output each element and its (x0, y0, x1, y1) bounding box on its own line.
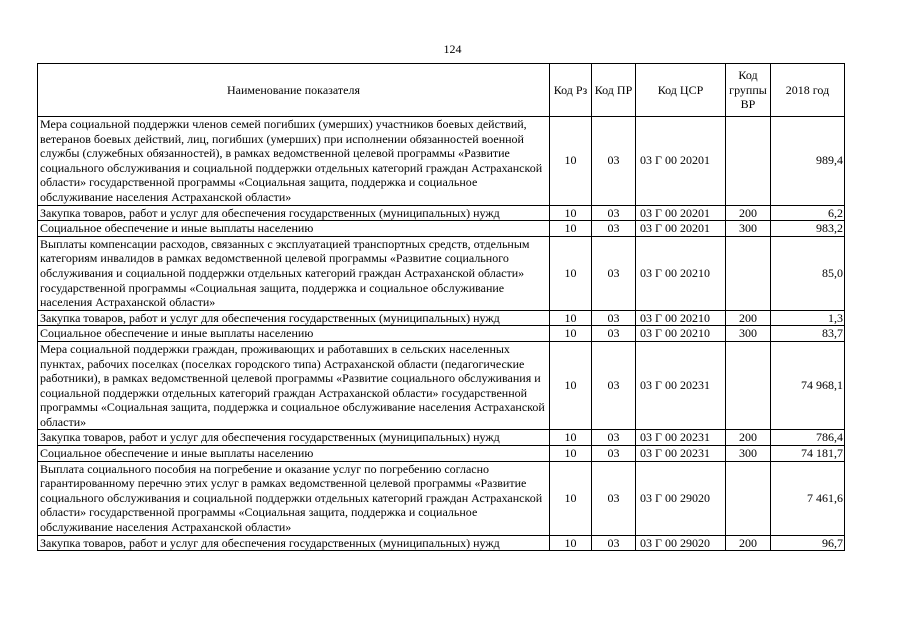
row-amount: 6,2 (771, 205, 845, 221)
row-vr (726, 117, 771, 206)
table-row (38, 117, 845, 206)
table-row (38, 326, 845, 342)
table-header-row (38, 64, 845, 117)
header-rz: Код Рз (550, 64, 592, 117)
row-pr: 03 (592, 310, 636, 326)
row-csr: 03 Г 00 20201 (636, 221, 726, 237)
row-pr: 03 (592, 341, 636, 430)
row-name: Закупка товаров, работ и услуг для обеспечения государственных (муниципальных) нужд (38, 430, 550, 446)
row-vr: 300 (726, 221, 771, 237)
row-pr: 03 (592, 461, 636, 535)
row-name: Выплата социального пособия на погребение и оказание услуг по погребению согласно гарантированному перечню этих услуг в рамках ведомственной целевой программы «Развитие социального обслуживания и социальной поддержки отдельных категорий граждан Астраханской области» государственной программы «Социальная защита, поддержка и социальное обслуживание населения Астраханской области» (38, 461, 550, 535)
row-amount: 989,4 (771, 117, 845, 206)
row-name: Мера социальной поддержки членов семей погибших (умерших) участников боевых действий, ветеранов боевых действий, лиц, погибших (умерших) при исполнении обязанностей военной службы (служебных обязанностей), в рамках ведомственной целевой программы «Развитие социального обслуживания и социальной поддержки отдельных категорий граждан Астраханской области» государственной программы «Социальная защита, поддержка и социальное обслуживание населения Астраханской области» (38, 117, 550, 206)
row-amount: 96,7 (771, 535, 845, 551)
header-pr: Код ПР (592, 64, 636, 117)
row-amount: 983,2 (771, 221, 845, 237)
row-csr: 03 Г 00 29020 (636, 535, 726, 551)
row-csr: 03 Г 00 20231 (636, 446, 726, 462)
table-row (38, 430, 845, 446)
row-rz: 10 (550, 310, 592, 326)
row-pr: 03 (592, 205, 636, 221)
row-pr: 03 (592, 221, 636, 237)
row-name: Социальное обеспечение и иные выплаты населению (38, 326, 550, 342)
row-amount: 1,3 (771, 310, 845, 326)
row-name: Закупка товаров, работ и услуг для обеспечения государственных (муниципальных) нужд (38, 535, 550, 551)
row-rz: 10 (550, 221, 592, 237)
row-amount: 786,4 (771, 430, 845, 446)
row-vr: 300 (726, 446, 771, 462)
row-name: Закупка товаров, работ и услуг для обеспечения государственных (муниципальных) нужд (38, 310, 550, 326)
header-csr: Код ЦСР (636, 64, 726, 117)
row-rz: 10 (550, 205, 592, 221)
row-rz: 10 (550, 461, 592, 535)
row-vr (726, 341, 771, 430)
table-row (38, 535, 845, 551)
header-name: Наименование показателя (38, 64, 550, 117)
row-pr: 03 (592, 535, 636, 551)
row-pr: 03 (592, 117, 636, 206)
row-pr: 03 (592, 430, 636, 446)
table-row (38, 205, 845, 221)
page-number: 124 (443, 42, 462, 56)
row-csr: 03 Г 00 20231 (636, 430, 726, 446)
table-row (38, 446, 845, 462)
row-csr: 03 Г 00 20231 (636, 341, 726, 430)
table-row (38, 341, 845, 430)
table-row (38, 236, 845, 310)
row-rz: 10 (550, 430, 592, 446)
row-name: Выплаты компенсации расходов, связанных с эксплуатацией транспортных средств, отдельным категориям инвалидов в рамках ведомственной целевой программы «Развитие социального обслуживания и социальной поддержки отдельных категорий граждан Астраханской области» государственной программы «Социальная защита, поддержка и социальное обслуживание населения Астраханской области» (38, 236, 550, 310)
row-amount: 74 181,7 (771, 446, 845, 462)
row-rz: 10 (550, 535, 592, 551)
row-vr: 200 (726, 205, 771, 221)
row-pr: 03 (592, 326, 636, 342)
row-pr: 03 (592, 236, 636, 310)
row-amount: 74 968,1 (771, 341, 845, 430)
row-amount: 85,0 (771, 236, 845, 310)
header-vr: Код группы ВР (726, 64, 771, 117)
row-vr: 200 (726, 430, 771, 446)
row-csr: 03 Г 00 29020 (636, 461, 726, 535)
table-row (38, 221, 845, 237)
row-rz: 10 (550, 117, 592, 206)
budget-table (37, 63, 845, 551)
row-csr: 03 Г 00 20201 (636, 205, 726, 221)
row-amount: 7 461,6 (771, 461, 845, 535)
row-vr: 300 (726, 326, 771, 342)
row-name: Закупка товаров, работ и услуг для обеспечения государственных (муниципальных) нужд (38, 205, 550, 221)
row-vr (726, 236, 771, 310)
row-csr: 03 Г 00 20210 (636, 310, 726, 326)
row-pr: 03 (592, 446, 636, 462)
row-rz: 10 (550, 446, 592, 462)
row-name: Социальное обеспечение и иные выплаты населению (38, 221, 550, 237)
row-csr: 03 Г 00 20201 (636, 117, 726, 206)
table-row (38, 310, 845, 326)
row-rz: 10 (550, 341, 592, 430)
row-vr (726, 461, 771, 535)
row-vr: 200 (726, 310, 771, 326)
row-csr: 03 Г 00 20210 (636, 236, 726, 310)
header-year: 2018 год (771, 64, 845, 117)
row-rz: 10 (550, 236, 592, 310)
row-rz: 10 (550, 326, 592, 342)
row-csr: 03 Г 00 20210 (636, 326, 726, 342)
table-row (38, 461, 845, 535)
row-name: Социальное обеспечение и иные выплаты населению (38, 446, 550, 462)
row-amount: 83,7 (771, 326, 845, 342)
row-vr: 200 (726, 535, 771, 551)
row-name: Мера социальной поддержки граждан, проживающих и работавших в сельских населенных пунктах, рабочих поселках (поселках городского типа) Астраханской области (педагогические работники), в рамках ведомственной целевой программы «Развитие социального обслуживания и социальной поддержки отдельных категорий граждан Астраханской области» государственной программы «Социальная защита, поддержка и социальное обслуживание населения Астраханской области» (38, 341, 550, 430)
